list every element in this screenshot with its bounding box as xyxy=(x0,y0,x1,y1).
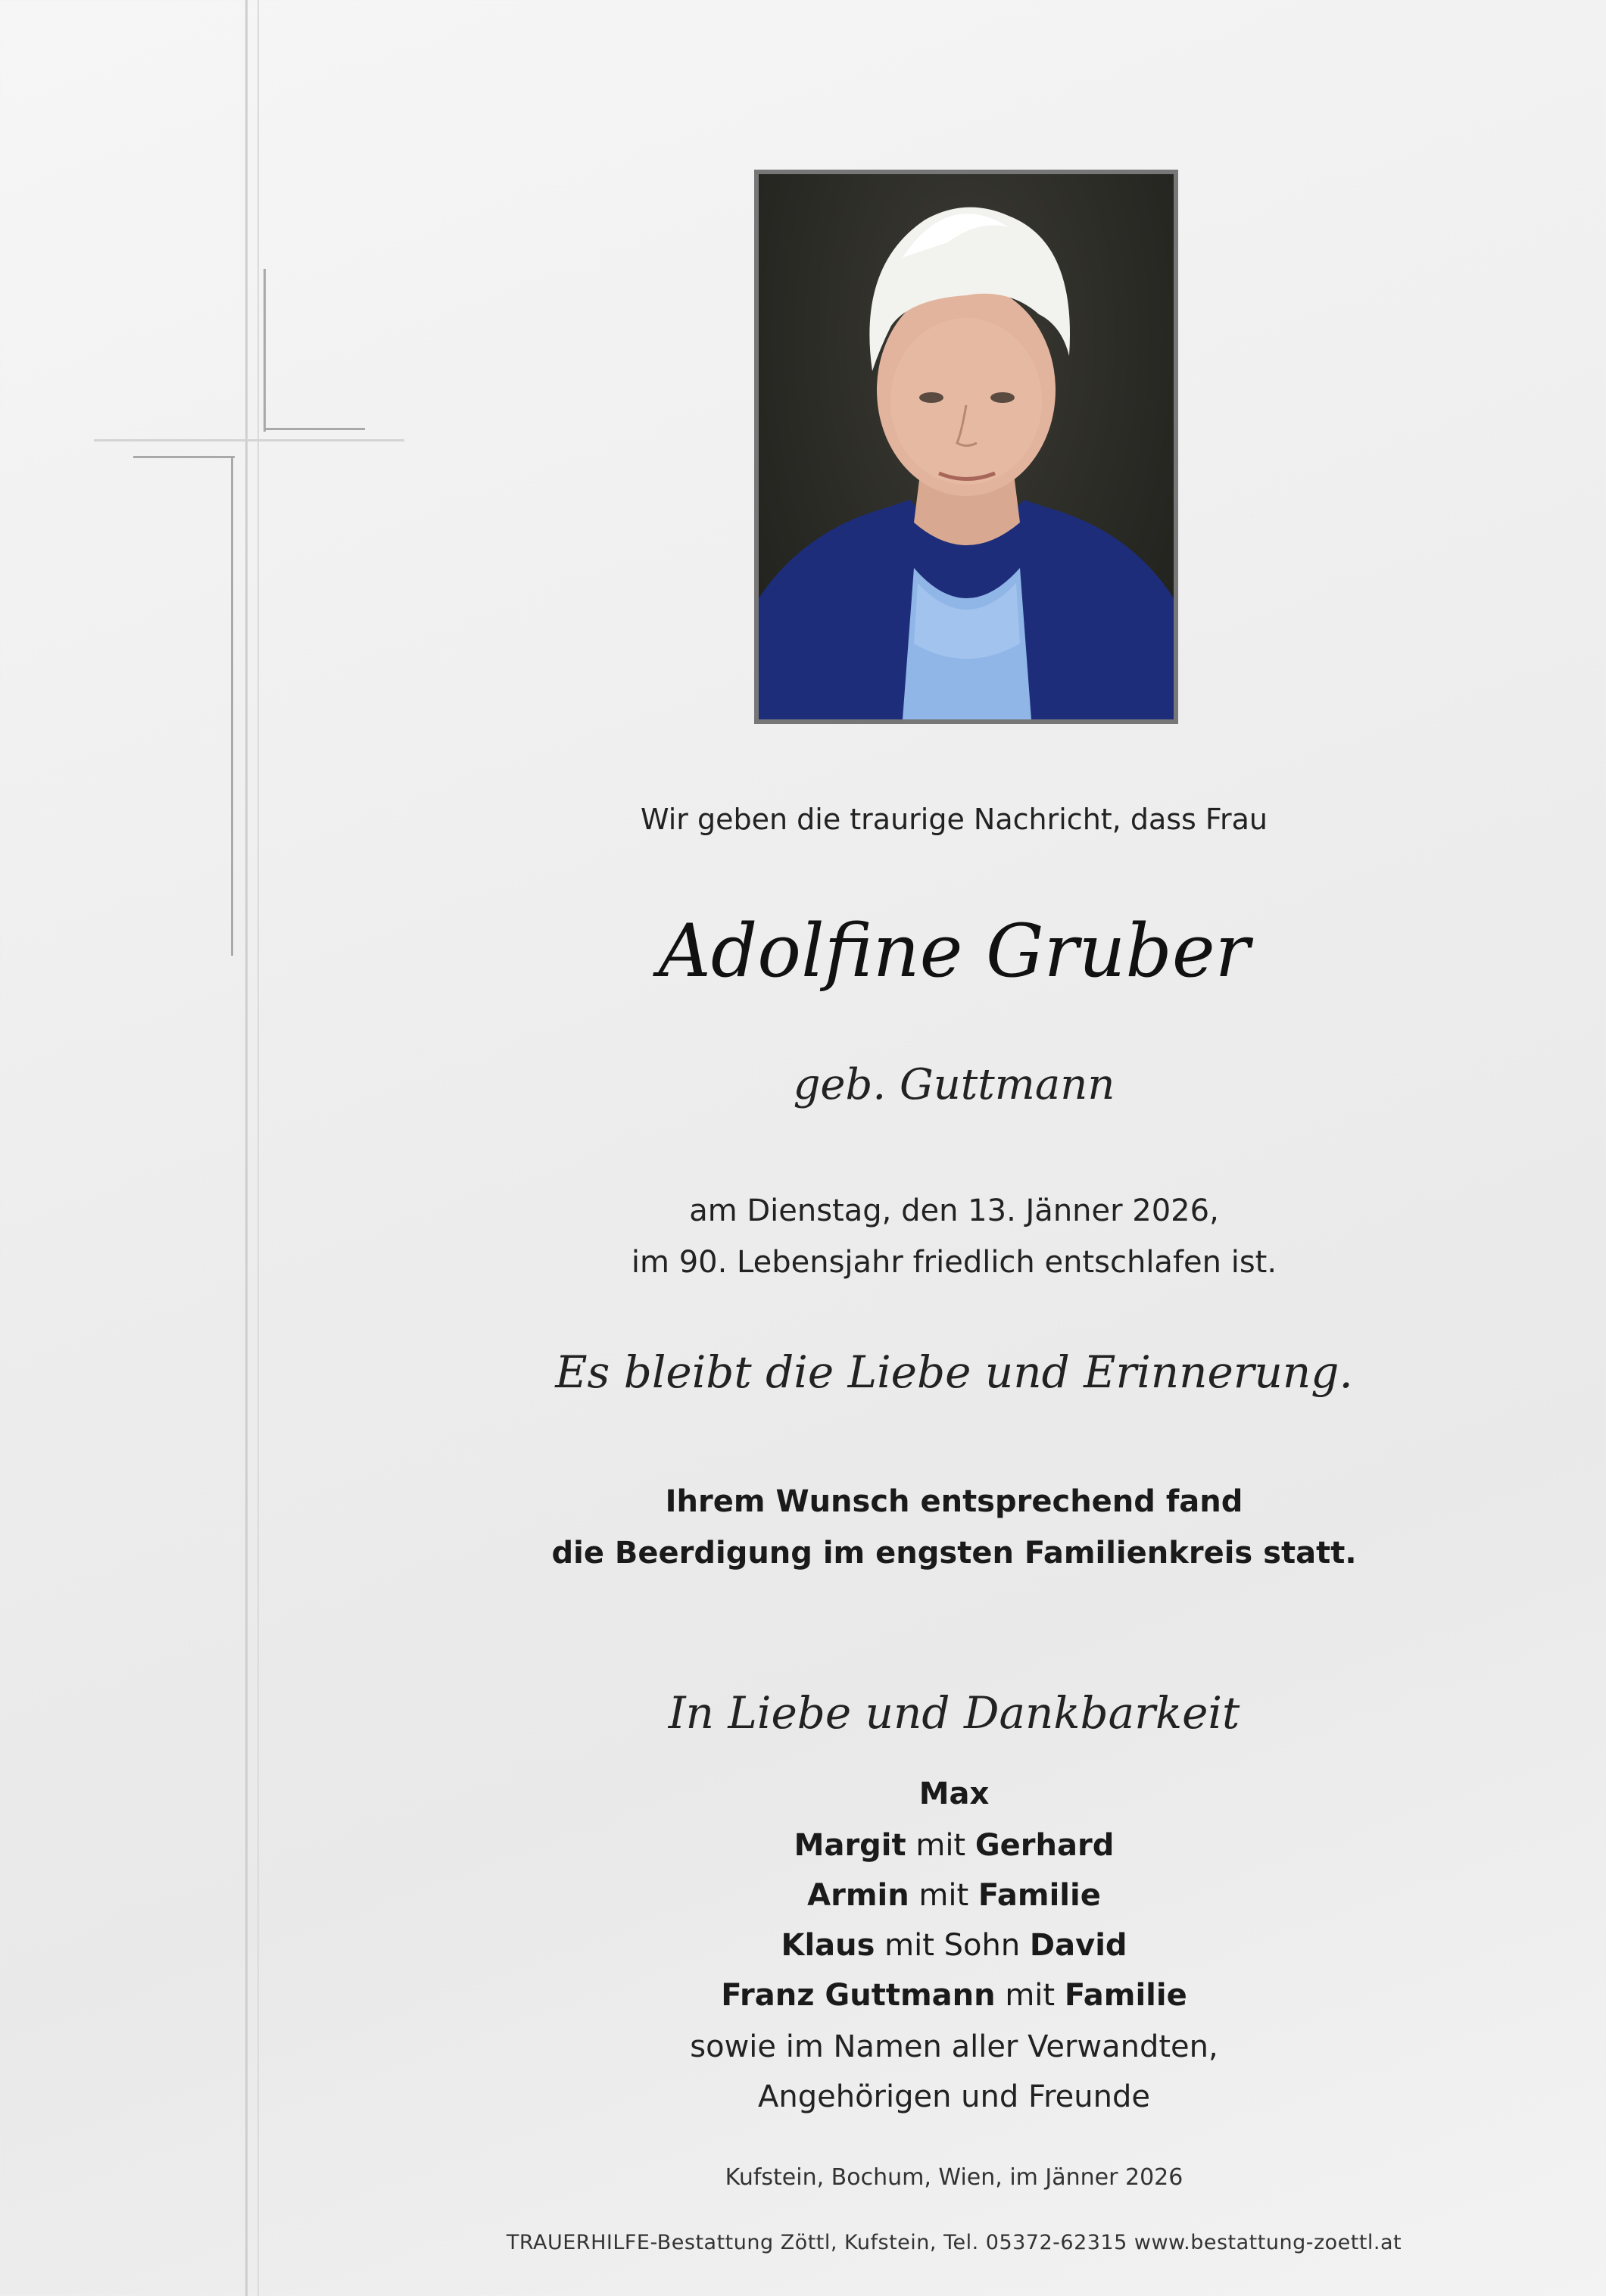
burial-line-1: Ihrem Wunsch entsprechend fand xyxy=(665,1484,1243,1519)
decor-line-right xyxy=(257,0,259,2296)
funeral-home-footer: TRAUERHILFE-Bestattung Zöttl, Kufstein, Tel. 05372-62315 www.bestattung-zoettl.at xyxy=(506,2231,1402,2254)
relatives-line-1: sowie im Namen aller Verwandten, xyxy=(690,2029,1218,2064)
date-line: am Dienstag, den 13. Jänner 2026, xyxy=(689,1193,1219,1228)
portrait-image xyxy=(759,174,1174,719)
mourner-line: Klaus mit Sohn David xyxy=(781,1928,1127,1963)
mourner-line: Armin mit Familie xyxy=(807,1878,1101,1913)
relatives-line-2: Angehörigen und Freunde xyxy=(758,2079,1150,2114)
mourner-line: Max xyxy=(918,1777,990,1811)
mourner-line: Margit mit Gerhard xyxy=(794,1828,1115,1863)
quote: Es bleibt die Liebe und Erinnerung. xyxy=(555,1346,1353,1398)
mourner-line: Franz Guttmann mit Familie xyxy=(721,1978,1187,2013)
maiden-name: geb. Guttmann xyxy=(793,1060,1115,1109)
decor-line-left xyxy=(245,0,248,2296)
deceased-name: Adolfine Gruber xyxy=(658,909,1250,994)
place-date: Kufstein, Bochum, Wien, im Jänner 2026 xyxy=(725,2164,1183,2191)
intro-text: Wir geben die traurige Nachricht, dass Frau xyxy=(640,803,1268,836)
portrait-photo xyxy=(754,170,1178,724)
age-line: im 90. Lebensjahr friedlich entschlafen ist. xyxy=(631,1245,1277,1280)
thanks-heading: In Liebe und Dankbarkeit xyxy=(668,1687,1240,1739)
burial-line-2: die Beerdigung im engsten Familienkreis statt. xyxy=(551,1536,1357,1571)
